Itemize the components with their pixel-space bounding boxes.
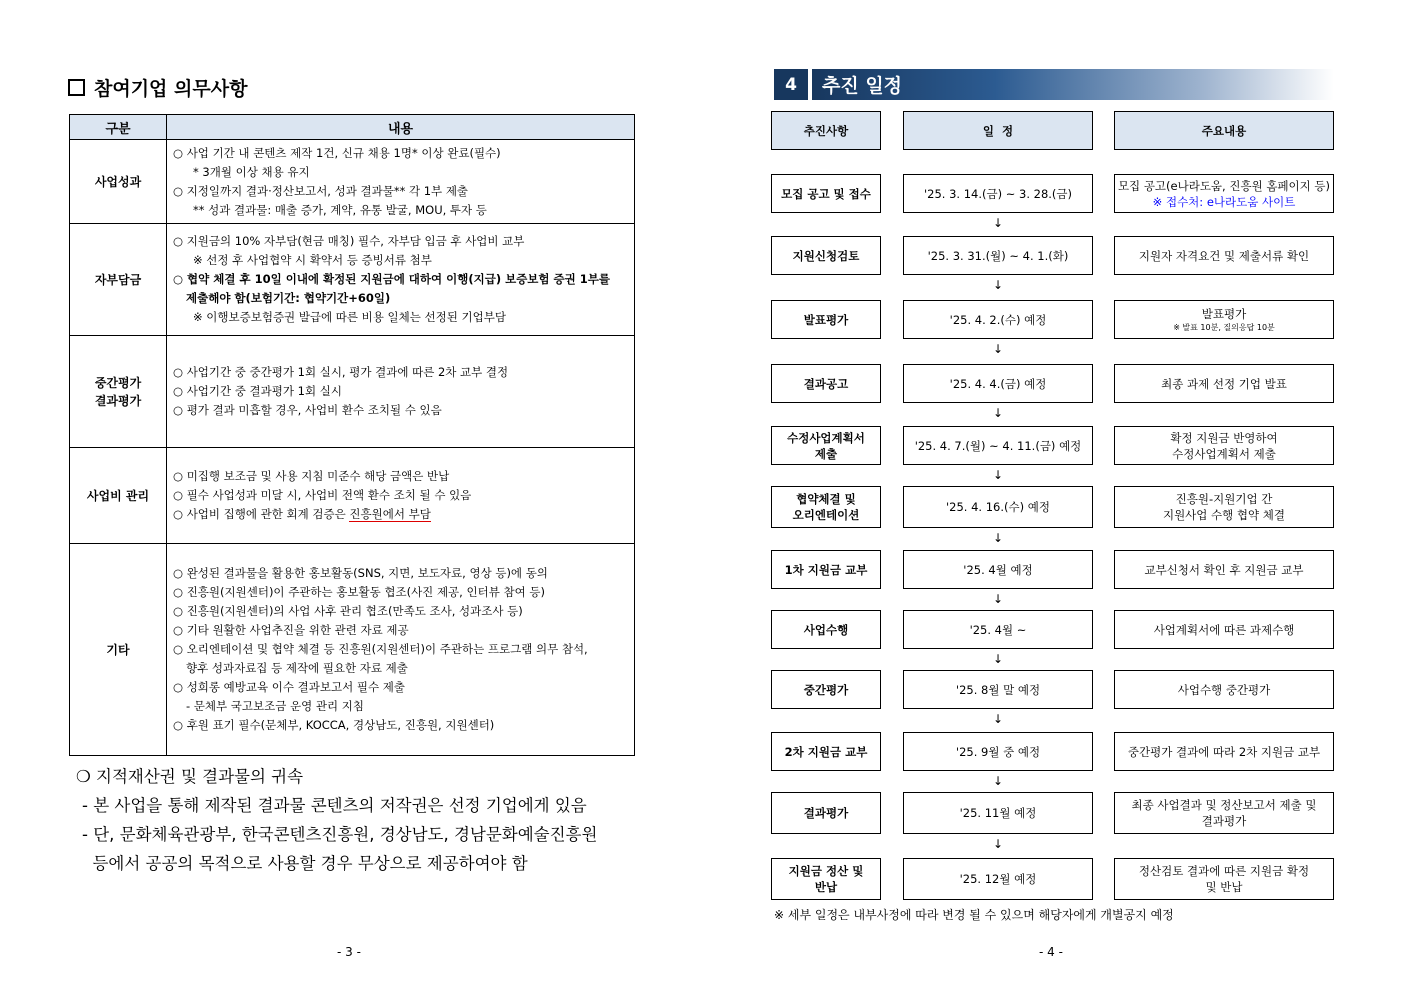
content-line: 제출해야 함(보험기간: 협약기간+60일): [186, 291, 391, 305]
ip-note-line: - 본 사업을 통해 제작된 결과물 콘텐츠의 저작권은 선정 기업에게 있음: [82, 796, 587, 815]
table-row: [70, 140, 635, 224]
table-row: [70, 224, 635, 336]
step-name-line: 2차 지원금 교부: [784, 744, 868, 759]
step-name-line: 지원신청검토: [792, 248, 860, 263]
step-name-line: 제출: [814, 446, 838, 461]
content-line: ○ 사업 기간 내 콘텐츠 제작 1건, 신규 채용 1명* 이상 완료(필수): [173, 145, 501, 160]
content-line: ※ 선정 후 사업협약 시 확약서 등 증빙서류 첨부: [193, 253, 432, 267]
step-name-line: 수정사업계획서: [787, 430, 865, 445]
step-name-line: 발표평가: [803, 312, 849, 327]
step-desc-box: [1114, 732, 1334, 771]
step-name-line: 결과평가: [803, 806, 849, 820]
step-name-box: [771, 236, 881, 275]
table-header-row: [70, 115, 635, 140]
content-line: ○ 사업비 집행에 관한 회계 검증은 진흥원에서 부담: [173, 507, 431, 521]
step-desc-box: [1114, 236, 1334, 275]
step-desc-box: [1114, 670, 1334, 709]
step-desc-box: [1114, 792, 1334, 834]
down-arrow-icon: ↓: [992, 468, 1004, 482]
schedule-footnote: ※ 세부 일정은 내부사정에 따라 변경 될 수 있으며 해당자에게 개별공지 예정: [774, 908, 1174, 922]
table-row: [70, 336, 635, 448]
down-arrow-icon: ↓: [992, 216, 1004, 230]
step-date: '25. 4월 예정: [963, 562, 1033, 577]
step-date-box: [903, 858, 1093, 900]
step-desc-box: [1114, 486, 1334, 528]
step-desc-line: 수정사업계획서 제출: [1172, 446, 1276, 461]
content-line: ○ 미집행 보조금 및 사용 지침 미준수 해당 금액은 반납: [173, 469, 450, 483]
step-name-line: 오리엔테이션: [792, 508, 860, 522]
down-arrow-icon: ↓: [992, 837, 1004, 851]
ip-note-line: - 단, 문화체육관광부, 한국콘텐츠진흥원, 경상남도, 경남문화예술진흥원: [82, 825, 598, 844]
page-number-right: - 4 -: [1039, 945, 1063, 959]
step-date-box: [903, 174, 1093, 213]
step-desc-line: 진흥원-지원기업 간: [1175, 492, 1273, 506]
step-date: '25. 4. 7.(월) ~ 4. 11.(금) 예정: [914, 438, 1082, 453]
down-arrow-icon: ↓: [992, 774, 1004, 788]
step-desc-line: 최종 사업결과 및 정산보고서 제출 및: [1131, 798, 1317, 812]
step-desc-note: ※ 접수처: e나라도움 사이트: [1152, 194, 1296, 209]
header-step: 추진사항: [771, 111, 881, 150]
down-arrow-icon: ↓: [992, 342, 1004, 356]
step-name-line: 1차 지원금 교부: [784, 562, 868, 577]
step-desc-note: ※ 발표 10분, 질의응답 10분: [1173, 322, 1275, 332]
content-line: 향후 성과자료집 등 제작에 필요한 자료 제출: [186, 661, 408, 675]
step-date-box: [903, 364, 1093, 403]
step-name-box: [771, 732, 881, 771]
step-desc-line: 결과평가: [1201, 814, 1247, 828]
step-name-box: [771, 174, 881, 213]
step-name-box: [771, 486, 881, 528]
step-desc-line: 중간평가 결과에 따라 2차 지원금 교부: [1127, 744, 1321, 759]
checkbox-square-icon: [68, 79, 85, 96]
content-line: ○ 평가 결과 미흡할 경우, 사업비 환수 조치될 수 있음: [173, 403, 442, 417]
step-desc-line: 사업수행 중간평가: [1177, 682, 1271, 697]
content-line: - 문체부 국고보조금 운영 관리 지침: [186, 699, 364, 713]
content-line: ○ 사업기간 중 결과평가 1회 실시: [173, 384, 342, 398]
step-date-box: [903, 732, 1093, 771]
step-desc-box: [1114, 174, 1334, 213]
step-date-box: [903, 792, 1093, 834]
down-arrow-icon: ↓: [992, 712, 1004, 726]
header-schedule: 일 정: [903, 111, 1093, 150]
step-name-box: [771, 792, 881, 834]
step-desc-box: [1114, 550, 1334, 589]
step-desc-box: [1114, 300, 1334, 339]
ip-note: [76, 762, 597, 878]
step-name-line: 사업수행: [803, 622, 849, 637]
row-content: [167, 140, 635, 224]
step-date-box: [903, 550, 1093, 589]
step-desc-line: 최종 과제 선정 기업 발표: [1161, 376, 1287, 391]
step-desc-line: 발표평가: [1201, 306, 1247, 321]
section-title: 추진 일정: [812, 69, 1334, 100]
section-number: 4: [774, 69, 808, 100]
step-desc-line: 교부신청서 확인 후 지원금 교부: [1144, 562, 1304, 577]
step-date: '25. 4. 4.(금) 예정: [949, 376, 1047, 391]
step-date: '25. 4. 2.(수) 예정: [949, 312, 1047, 327]
step-date-box: [903, 486, 1093, 528]
section-header: [774, 69, 1334, 100]
step-desc-box: [1114, 426, 1334, 465]
row-content: [167, 544, 635, 756]
step-name-box: [771, 670, 881, 709]
header-content: 내용: [167, 115, 635, 140]
step-name-line: 모집 공고 및 접수: [781, 186, 871, 201]
down-arrow-icon: ↓: [992, 406, 1004, 420]
content-line: ○ 기타 원활한 사업추진을 위한 관련 자료 제공: [173, 623, 409, 637]
content-line: ○ 지원금의 10% 자부담(현금 매칭) 필수, 자부담 입금 후 사업비 교부: [173, 234, 525, 248]
page-number-left: - 3 -: [337, 945, 361, 959]
step-date: '25. 4. 16.(수) 예정: [946, 500, 1050, 514]
step-date: '25. 4월 ~: [969, 622, 1027, 637]
underlined-text: 진흥원에서 부담: [349, 507, 431, 521]
content-line: ○ 완성된 결과물을 활용한 홍보활동(SNS, 지면, 보도자료, 영상 등)에 동의: [173, 566, 548, 580]
step-name-box: [771, 426, 881, 465]
section-title-duties: 참여기업 의무사항: [68, 74, 247, 101]
step-desc-line: 정산검토 결과에 따른 지원금 확정: [1138, 864, 1310, 878]
ip-note-title: ❍ 지적재산권 및 결과물의 귀속: [76, 767, 304, 786]
step-date-box: [903, 610, 1093, 649]
content-line: ○ 협약 체결 후 10일 이내에 확정된 지원금에 대하여 이행(지급) 보증보험 증권 1부를: [173, 272, 610, 286]
page-right: [702, 0, 1403, 992]
step-desc-box: [1114, 364, 1334, 403]
content-line: ※ 이행보증보험증권 발급에 따른 비용 일체는 선정된 기업부담: [193, 310, 506, 324]
content-line: ** 성과 결과물: 매출 증가, 계약, 유통 발굴, MOU, 투자 등: [193, 202, 487, 217]
row-category: 자부담금: [70, 224, 167, 336]
step-name-line: 결과공고: [803, 376, 849, 391]
down-arrow-icon: ↓: [992, 278, 1004, 292]
step-date: '25. 3. 14.(금) ~ 3. 28.(금): [923, 186, 1073, 201]
step-desc-box: [1114, 610, 1334, 649]
row-content: [167, 448, 635, 544]
content-line: ○ 사업기간 중 중간평가 1회 실시, 평가 결과에 따른 2차 교부 결정: [173, 365, 509, 379]
content-line: ○ 후원 표기 필수(문체부, KOCCA, 경상남도, 진흥원, 지원센터): [173, 718, 495, 732]
header-description: 주요내용: [1114, 111, 1334, 150]
step-name-box: [771, 550, 881, 589]
step-date: '25. 8월 말 예정: [955, 682, 1041, 697]
content-line: ○ 필수 사업성과 미달 시, 사업비 전액 환수 조치 될 수 있음: [173, 488, 472, 502]
table-row: [70, 448, 635, 544]
row-category: 사업성과: [70, 140, 167, 224]
step-desc-line: 지원사업 수행 협약 체결: [1162, 508, 1286, 522]
content-line: ○ 지정일까지 결과·정산보고서, 성과 결과물** 각 1부 제출: [173, 183, 469, 198]
down-arrow-icon: ↓: [992, 531, 1004, 545]
step-desc-box: [1114, 858, 1334, 900]
down-arrow-icon: ↓: [992, 652, 1004, 666]
header-category: 구분: [70, 115, 167, 140]
content-line: ○ 성희롱 예방교육 이수 결과보고서 필수 제출: [173, 680, 405, 694]
step-date: '25. 3. 31.(월) ~ 4. 1.(화): [927, 248, 1069, 263]
ip-note-line: 등에서 공공의 목적으로 사용할 경우 무상으로 제공하여야 함: [82, 854, 528, 873]
duties-table: [69, 114, 635, 756]
step-date-box: [903, 426, 1093, 465]
step-name-line: 반납: [814, 880, 838, 894]
step-desc-line: 및 반납: [1205, 880, 1243, 894]
step-name-line: 지원금 정산 및: [788, 864, 864, 878]
step-desc-line: 모집 공고(e나라도움, 진흥원 홈페이지 등): [1117, 178, 1331, 193]
row-content: [167, 224, 635, 336]
step-date-box: [903, 300, 1093, 339]
step-date-box: [903, 670, 1093, 709]
row-category: 중간평가 결과평가: [70, 336, 167, 448]
step-name-box: [771, 300, 881, 339]
step-name-box: [771, 610, 881, 649]
step-date: '25. 9월 중 예정: [955, 744, 1041, 759]
content-line: ○ 진흥원(지원센터)이 주관하는 홍보활동 협조(사진 제공, 인터뷰 참여 등): [173, 585, 545, 599]
step-date: '25. 11월 예정: [959, 806, 1037, 820]
step-desc-line: 지원자 자격요건 및 제출서류 확인: [1138, 248, 1310, 263]
step-name-line: 협약체결 및: [796, 492, 856, 506]
step-name-box: [771, 858, 881, 900]
content-line: ○ 진흥원(지원센터)의 사업 사후 관리 협조(만족도 조사, 성과조사 등): [173, 604, 523, 618]
table-row: [70, 544, 635, 756]
step-desc-line: 사업계획서에 따른 과제수행: [1153, 622, 1295, 637]
row-content: [167, 336, 635, 448]
content-line: * 3개월 이상 채용 유지: [193, 164, 310, 179]
step-name-line: 중간평가: [803, 682, 849, 697]
row-category: 사업비 관리: [70, 448, 167, 544]
content-line: ○ 오리엔테이션 및 협약 체결 등 진흥원(지원센터)이 주관하는 프로그램 의무 참석,: [173, 642, 588, 656]
down-arrow-icon: ↓: [992, 592, 1004, 606]
row-category: 기타: [70, 544, 167, 756]
step-date-box: [903, 236, 1093, 275]
step-desc-line: 확정 지원금 반영하여: [1170, 430, 1278, 445]
step-name-box: [771, 364, 881, 403]
step-date: '25. 12월 예정: [959, 872, 1037, 886]
